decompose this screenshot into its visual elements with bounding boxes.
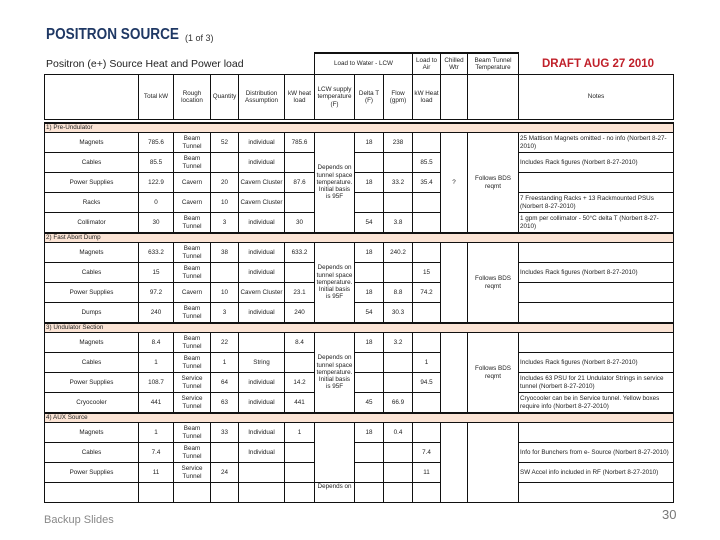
column-header: Flow (gpm) [384, 75, 413, 120]
kw-heat-load [285, 153, 315, 173]
draft-stamp: DRAFT AUG 27 2010 [542, 58, 655, 70]
quantity [211, 263, 239, 283]
flow-gpm: 8.8 [384, 283, 413, 303]
item-name: Cryocooler [45, 393, 139, 414]
rough-location: Beam Tunnel [174, 303, 211, 324]
quantity: 24 [211, 463, 239, 483]
distribution: String [239, 353, 285, 373]
distribution: Cavern Cluster [239, 173, 285, 193]
item-name: Magnets [45, 243, 139, 263]
distribution: individual [239, 373, 285, 393]
air-heat-load: 11 [413, 463, 441, 483]
quantity: 63 [211, 393, 239, 414]
item-name: Power Supplies [45, 373, 139, 393]
rough-location: Beam Tunnel [174, 443, 211, 463]
column-header [45, 75, 139, 120]
flow-gpm: 238 [384, 133, 413, 153]
item-name: Dumps [45, 303, 139, 324]
air-heat-load: 15 [413, 263, 441, 283]
quantity: 3 [211, 303, 239, 324]
note: Info for Bunchers from e- Source (Norbert 8-27-2010) [519, 443, 674, 463]
item-name: Magnets [45, 133, 139, 153]
delta-t: 18 [355, 243, 384, 263]
cell [139, 483, 174, 503]
item-name: Cables [45, 443, 139, 463]
quantity: 10 [211, 283, 239, 303]
air-heat-load: 1 [413, 353, 441, 373]
page-number: 30 [662, 507, 677, 522]
flow-gpm: 3.2 [384, 333, 413, 353]
distribution [239, 463, 285, 483]
quantity: 64 [211, 373, 239, 393]
item-name: Magnets [45, 333, 139, 353]
kw-heat-load: 633.2 [285, 243, 315, 263]
heat-power-table [44, 52, 674, 503]
item-name: Cables [45, 263, 139, 283]
rough-location: Cavern [174, 173, 211, 193]
total-kw: 97.2 [139, 283, 174, 303]
chilled-water-value [441, 333, 468, 414]
total-kw: 108.7 [139, 373, 174, 393]
distribution: individual [239, 393, 285, 414]
quantity: 38 [211, 243, 239, 263]
flow-gpm [384, 443, 413, 463]
cell [45, 483, 139, 503]
item-name: Power Supplies [45, 463, 139, 483]
distribution: Individual [239, 443, 285, 463]
total-kw: 0 [139, 193, 174, 213]
total-kw: 8.4 [139, 333, 174, 353]
note: Includes Rack figures (Norbert 8-27-2010) [519, 353, 674, 373]
total-kw: 122.9 [139, 173, 174, 193]
delta-t: 18 [355, 133, 384, 153]
air-heat-load: 85.5 [413, 153, 441, 173]
flow-gpm: 66.9 [384, 393, 413, 414]
header-load-to-water: Load to Water - LCW [315, 53, 413, 75]
total-kw: 1 [139, 353, 174, 373]
delta-t: 54 [355, 303, 384, 324]
total-kw: 633.2 [139, 243, 174, 263]
air-heat-load: 94.5 [413, 373, 441, 393]
total-kw: 11 [139, 463, 174, 483]
quantity: 3 [211, 213, 239, 234]
rough-location: Beam Tunnel [174, 263, 211, 283]
cell [384, 483, 413, 503]
quantity [211, 153, 239, 173]
quantity [211, 443, 239, 463]
note [519, 283, 674, 303]
delta-t: 45 [355, 393, 384, 414]
item-name: Racks [45, 193, 139, 213]
kw-heat-load: 30 [285, 213, 315, 234]
air-heat-load [413, 423, 441, 443]
item-name: Collimator [45, 213, 139, 234]
column-header: Distribution Assumption [239, 75, 285, 120]
cell [174, 483, 211, 503]
delta-t: 18 [355, 173, 384, 193]
note [519, 303, 674, 324]
lcw-supply-temp-note: Depends on tunnel space temperature. Initial basis is 95F [315, 243, 355, 324]
beam-tunnel-temp-value: Follows BDS reqmt [468, 333, 519, 414]
air-heat-load [413, 243, 441, 263]
note: Cryocooler can be in Service tunnel. Yellow boxes require info (Norbert 8-27-2010) [519, 393, 674, 414]
column-header: kW heat load [285, 75, 315, 120]
kw-heat-load: 785.6 [285, 133, 315, 153]
note: SW Accel info included in RF (Norbert 8-27-2010) [519, 463, 674, 483]
slide-title: POSITRON SOURCE [46, 26, 179, 43]
slide-subtitle: (1 of 3) [185, 33, 214, 43]
flow-gpm: 3.8 [384, 213, 413, 234]
section-header: 3) Undulator Section [45, 323, 674, 333]
total-kw: 15 [139, 263, 174, 283]
kw-heat-load [285, 353, 315, 373]
total-kw: 1 [139, 423, 174, 443]
total-kw: 85.5 [139, 153, 174, 173]
note: Includes Rack figures (Norbert 8-27-2010) [519, 263, 674, 283]
delta-t [355, 443, 384, 463]
distribution: individual [239, 243, 285, 263]
kw-heat-load [285, 263, 315, 283]
total-kw: 7.4 [139, 443, 174, 463]
flow-gpm [384, 263, 413, 283]
column-header: kW Heat load [413, 75, 441, 120]
delta-t [355, 373, 384, 393]
column-header: LCW supply temperature (F) [315, 75, 355, 120]
column-header: Delta T (F) [355, 75, 384, 120]
sheet-title: Positron (e+) Source Heat and Power load [46, 58, 244, 70]
note: 25 Mattison Magnets omitted - no info (Norbert 8-27-2010) [519, 133, 674, 153]
chilled-water-value [441, 243, 468, 324]
quantity: 22 [211, 333, 239, 353]
kw-heat-load [285, 443, 315, 463]
kw-heat-load: 87.6 [285, 173, 315, 193]
delta-t: 18 [355, 333, 384, 353]
kw-heat-load [285, 463, 315, 483]
air-heat-load [413, 213, 441, 234]
air-heat-load: 7.4 [413, 443, 441, 463]
beam-tunnel-temp-value: Follows BDS reqmt [468, 133, 519, 234]
chilled-water-value [441, 423, 468, 503]
air-heat-load [413, 303, 441, 324]
beam-tunnel-temp-value: Follows BDS reqmt [468, 243, 519, 324]
note [519, 423, 674, 443]
cell [413, 483, 441, 503]
header-beam-tunnel-temp: Beam Tunnel Temperature [468, 53, 519, 75]
air-heat-load: 74.2 [413, 283, 441, 303]
section-header: 1) Pre-Undulator [45, 123, 674, 133]
header-load-to-air: Load to Air [413, 53, 441, 75]
flow-gpm: 240.2 [384, 243, 413, 263]
quantity: 1 [211, 353, 239, 373]
lcw-supply-temp-note: Depends on tunnel space temperature. Initial basis is 95F [315, 333, 355, 414]
section-header: 4) AUX Source [45, 413, 674, 423]
note: 7 Freestanding Racks + 13 Rackmounted PSUs (Norbert 8-27-2010) [519, 193, 674, 213]
quantity: 52 [211, 133, 239, 153]
delta-t [355, 153, 384, 173]
cell [355, 483, 384, 503]
delta-t [355, 193, 384, 213]
flow-gpm [384, 463, 413, 483]
distribution: individual [239, 213, 285, 234]
column-header: Total kW [139, 75, 174, 120]
item-name: Magnets [45, 423, 139, 443]
flow-gpm [384, 153, 413, 173]
spreadsheet-image [44, 52, 674, 516]
flow-gpm [384, 193, 413, 213]
footer-text: Backup Slides [44, 514, 114, 526]
item-name: Power Supplies [45, 173, 139, 193]
chilled-water-value: ? [441, 133, 468, 234]
section-header: 2) Fast Abort Dump [45, 233, 674, 243]
cell [285, 483, 315, 503]
distribution: Cavern Cluster [239, 283, 285, 303]
kw-heat-load: 23.1 [285, 283, 315, 303]
flow-gpm: 33.2 [384, 173, 413, 193]
delta-t [355, 463, 384, 483]
distribution: individual [239, 153, 285, 173]
item-name: Cables [45, 353, 139, 373]
delta-t: 54 [355, 213, 384, 234]
rough-location: Beam Tunnel [174, 353, 211, 373]
column-header: Quantity [211, 75, 239, 120]
quantity: 20 [211, 173, 239, 193]
note: Includes 63 PSU for 21 Undulator Strings in service tunnel (Norbert 8-27-2010) [519, 373, 674, 393]
kw-heat-load: 441 [285, 393, 315, 414]
rough-location: Beam Tunnel [174, 423, 211, 443]
lcw-supply-temp-note: Depends on tunnel space temperature. Initial basis is 95F [315, 133, 355, 234]
distribution: individual [239, 303, 285, 324]
kw-heat-load [285, 193, 315, 213]
distribution: Individual [239, 423, 285, 443]
air-heat-load: 35.4 [413, 173, 441, 193]
rough-location: Cavern [174, 283, 211, 303]
total-kw: 240 [139, 303, 174, 324]
distribution: individual [239, 263, 285, 283]
note: 1 gpm per collimator - 50°C delta T (Norbert 8-27-2010) [519, 213, 674, 234]
total-kw: 30 [139, 213, 174, 234]
note [519, 173, 674, 193]
column-header [441, 75, 468, 120]
rough-location: Service Tunnel [174, 373, 211, 393]
column-header: Notes [519, 75, 674, 120]
air-heat-load [413, 193, 441, 213]
column-header: Rough location [174, 75, 211, 120]
lcw-supply-temp-note: Depends on [315, 483, 355, 503]
header-chilled-water: Chilled Wtr [441, 53, 468, 75]
flow-gpm [384, 353, 413, 373]
item-name: Cables [45, 153, 139, 173]
rough-location: Service Tunnel [174, 463, 211, 483]
lcw-supply-temp-note [315, 423, 355, 483]
note [519, 243, 674, 263]
note [519, 483, 674, 503]
delta-t: 18 [355, 423, 384, 443]
cell [239, 483, 285, 503]
rough-location: Service Tunnel [174, 393, 211, 414]
column-header [468, 75, 519, 120]
item-name: Power Supplies [45, 283, 139, 303]
distribution [239, 333, 285, 353]
beam-tunnel-temp-value [468, 423, 519, 503]
flow-gpm [384, 373, 413, 393]
delta-t: 18 [355, 283, 384, 303]
rough-location: Beam Tunnel [174, 153, 211, 173]
kw-heat-load: 1 [285, 423, 315, 443]
note [519, 333, 674, 353]
distribution: individual [239, 133, 285, 153]
cell [211, 483, 239, 503]
air-heat-load [413, 133, 441, 153]
kw-heat-load: 14.2 [285, 373, 315, 393]
air-heat-load [413, 393, 441, 414]
rough-location: Beam Tunnel [174, 133, 211, 153]
delta-t [355, 353, 384, 373]
kw-heat-load: 8.4 [285, 333, 315, 353]
total-kw: 785.6 [139, 133, 174, 153]
rough-location: Beam Tunnel [174, 243, 211, 263]
quantity: 10 [211, 193, 239, 213]
delta-t [355, 263, 384, 283]
flow-gpm: 30.3 [384, 303, 413, 324]
flow-gpm: 0.4 [384, 423, 413, 443]
rough-location: Cavern [174, 193, 211, 213]
note: Includes Rack figures (Norbert 8-27-2010) [519, 153, 674, 173]
air-heat-load [413, 333, 441, 353]
rough-location: Beam Tunnel [174, 333, 211, 353]
kw-heat-load: 240 [285, 303, 315, 324]
distribution: Cavern Cluster [239, 193, 285, 213]
quantity: 33 [211, 423, 239, 443]
rough-location: Beam Tunnel [174, 213, 211, 234]
total-kw: 441 [139, 393, 174, 414]
